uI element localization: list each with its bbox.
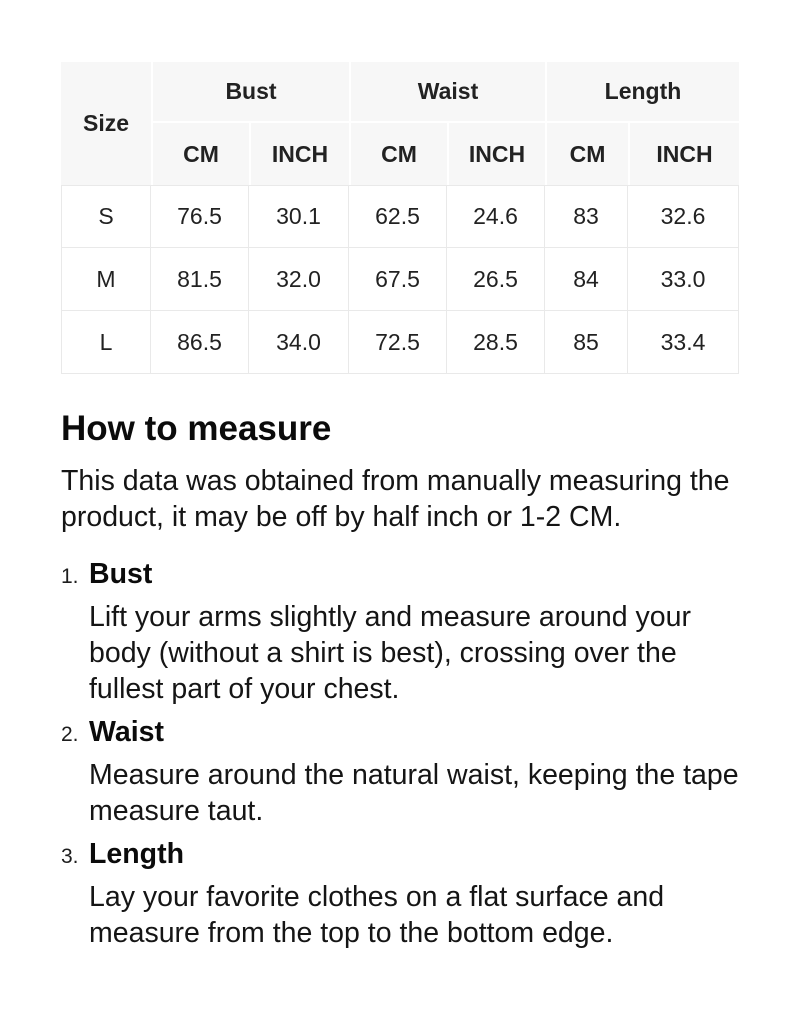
waist-cm-cell: 67.5 — [349, 248, 447, 311]
length-inch-cell: 32.6 — [628, 185, 739, 248]
step-description: Lay your favorite clothes on a flat surface and measure from the top to the bottom edge. — [89, 881, 665, 949]
column-header-waist: Waist — [349, 62, 545, 123]
length-inch-cell: 33.4 — [628, 311, 739, 374]
step-term-label: Waist — [89, 716, 164, 748]
length-cm-cell: 84 — [545, 248, 628, 311]
measure-steps-list — [61, 557, 739, 951]
unit-header-bust-cm: CM — [151, 123, 249, 185]
step-term — [61, 557, 739, 594]
table-row-size-l — [61, 311, 739, 374]
waist-cm-cell: 62.5 — [349, 185, 447, 248]
size-cell: S — [61, 185, 151, 248]
step-term-label: Bust — [89, 558, 153, 590]
waist-inch-cell: 26.5 — [447, 248, 545, 311]
unit-header-waist-inch: INCH — [447, 123, 545, 185]
step-term — [61, 837, 739, 874]
unit-header-length-cm: CM — [545, 123, 628, 185]
step-description: Measure around the natural waist, keeping the tape measure taut. — [89, 759, 739, 827]
column-header-bust: Bust — [151, 62, 349, 123]
header-row-units — [61, 123, 739, 185]
column-header-size: Size — [61, 62, 151, 185]
size-cell: M — [61, 248, 151, 311]
list-item-waist — [61, 715, 739, 829]
size-chart-table — [61, 62, 739, 374]
column-header-length: Length — [545, 62, 739, 123]
bust-cm-cell: 86.5 — [151, 311, 249, 374]
bust-cm-cell: 81.5 — [151, 248, 249, 311]
unit-header-bust-inch: INCH — [249, 123, 349, 185]
table-row-size-s — [61, 185, 739, 248]
length-cm-cell: 85 — [545, 311, 628, 374]
unit-header-length-inch: INCH — [628, 123, 739, 185]
waist-cm-cell: 72.5 — [349, 311, 447, 374]
size-cell: L — [61, 311, 151, 374]
list-item-length — [61, 837, 739, 951]
list-item-bust — [61, 557, 739, 707]
bust-inch-cell: 34.0 — [249, 311, 349, 374]
bust-inch-cell: 32.0 — [249, 248, 349, 311]
length-cm-cell: 83 — [545, 185, 628, 248]
step-description: Lift your arms slightly and measure around your body (without a shirt is best), crossing over the fullest part of your chest. — [89, 601, 691, 705]
header-row-groups — [61, 62, 739, 123]
unit-header-waist-cm: CM — [349, 123, 447, 185]
how-to-measure-title: How to measure — [61, 409, 332, 448]
waist-inch-cell: 24.6 — [447, 185, 545, 248]
bust-cm-cell: 76.5 — [151, 185, 249, 248]
step-number: 3. — [61, 845, 79, 868]
bust-inch-cell: 30.1 — [249, 185, 349, 248]
step-number: 2. — [61, 723, 79, 746]
step-term — [61, 715, 739, 752]
measure-disclaimer-text: This data was obtained from manually measuring the product, it may be off by half inch or 1-2 CM. — [61, 465, 730, 533]
size-guide-page — [61, 0, 739, 1019]
waist-inch-cell: 28.5 — [447, 311, 545, 374]
table-row-size-m — [61, 248, 739, 311]
step-term-label: Length — [89, 838, 184, 870]
length-inch-cell: 33.0 — [628, 248, 739, 311]
step-number: 1. — [61, 565, 79, 588]
